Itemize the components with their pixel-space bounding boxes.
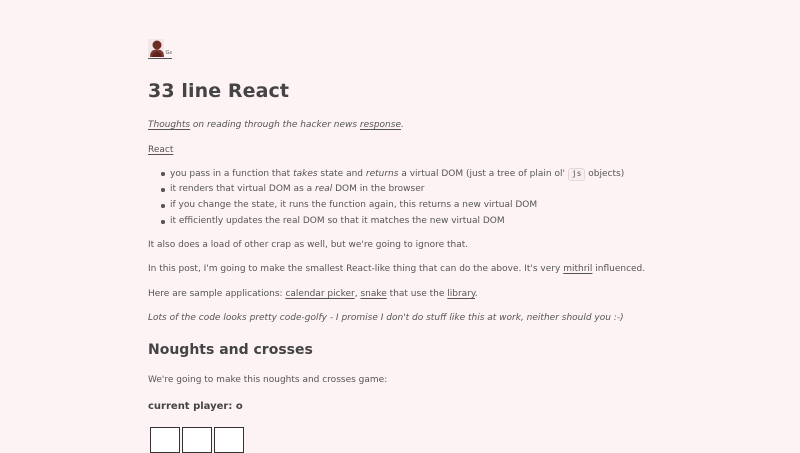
intro-middle-text: on reading through the hacker news [190,120,360,130]
intro-paragraph [148,120,404,131]
inline-code-js: js [568,168,586,181]
library-link[interactable]: library [447,289,475,299]
section-heading: Noughts and crosses [148,342,313,358]
bullet-emphasis-returns: returns [365,169,399,179]
game-board-top-row [150,427,244,453]
bullet-item [148,200,624,211]
react-link-paragraph [148,145,173,156]
board-cell[interactable] [150,427,180,453]
avatar-suffix: Gs [165,50,172,56]
samples-end: . [474,289,478,299]
paragraph-code-golf [148,313,624,324]
mithril-link[interactable]: mithril [563,264,593,274]
bullet-emphasis-takes: takes [293,169,318,179]
response-link[interactable]: response [359,120,401,130]
bullet-emphasis-real: real [315,184,333,194]
samples-before: Here are sample applications: [148,289,286,299]
bullet-text-4: objects) [585,169,625,179]
mithril-after: influenced. [592,264,646,274]
bullet-item [148,216,624,227]
board-cell[interactable] [214,427,244,453]
bullet-text-8: it efficiently updates the real DOM so that it matches the new virtual DOM [170,216,505,226]
bullet-item [148,184,624,195]
paragraph-ignore: It also does a load of other crap as well, but we're going to ignore that. [148,240,469,250]
game-status-heading: current player: o [148,401,243,412]
snake-link[interactable]: snake [360,289,387,299]
react-summary-list [148,168,624,232]
section-intro: We're going to make this noughts and crosses game: [148,375,388,385]
home-avatar-link[interactable] [148,38,172,59]
bullet-text-3: a virtual DOM (just a tree of plain ol' [398,169,568,179]
paragraph-samples [148,289,478,300]
bullet-text-1: you pass in a function that [170,169,294,179]
calendar-picker-link[interactable]: calendar picker [285,289,355,299]
bullet-text-7: if you change the state, it runs the function again, this returns a new virtual DOM [170,200,538,210]
thoughts-link[interactable]: Thoughts [148,120,191,130]
paragraph-mithril [148,264,645,275]
bullet-text-5: it renders that virtual DOM as a [170,184,315,194]
board-cell[interactable] [182,427,212,453]
page-title: 33 line React [148,80,290,102]
intro-end-text: . [400,120,404,130]
react-link[interactable]: React [148,145,174,155]
bullet-item [148,168,624,179]
samples-separator: , [354,289,361,299]
avatar [148,39,164,57]
bullet-text-2: state and [317,169,366,179]
code-golf-note: Lots of the code looks pretty code-golfy - I promise I don't do stuff like this at work, neither should you :-) [148,313,624,323]
article [148,38,658,412]
samples-middle: that use the [386,289,448,299]
mithril-before: In this post, I'm going to make the smallest React-like thing that can do the above. It's very [148,264,564,274]
bullet-text-6: DOM in the browser [332,184,425,194]
